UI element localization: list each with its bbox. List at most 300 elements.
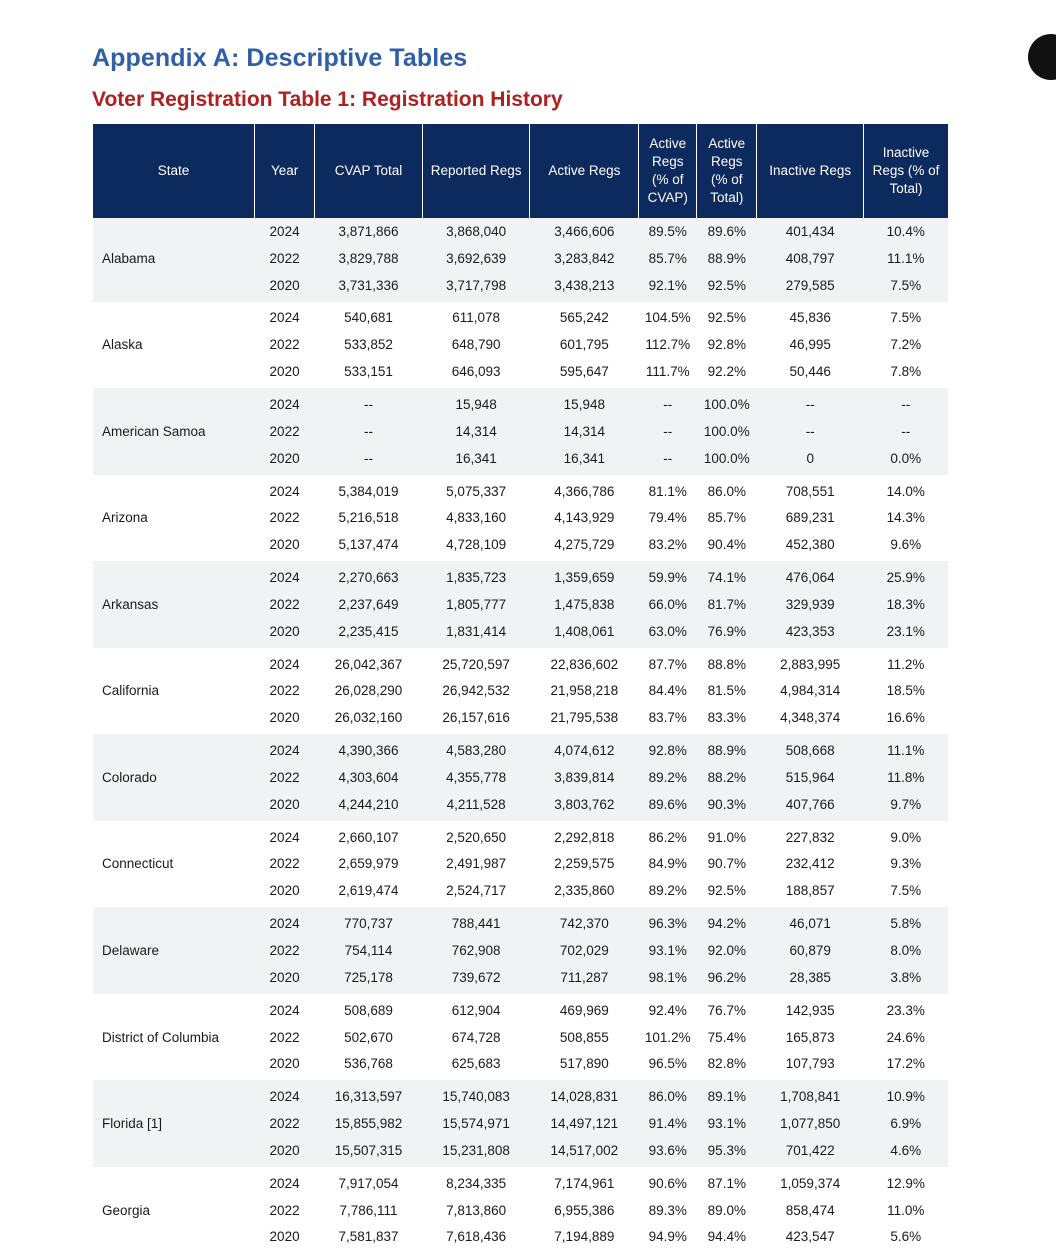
inactive-regs-cell: 46,071 bbox=[757, 907, 864, 937]
active-pct-cvap-cell: 93.6% bbox=[639, 1137, 697, 1167]
cvap-total-cell: 15,855,982 bbox=[315, 1110, 423, 1137]
reported-regs-cell: 646,093 bbox=[451, 364, 501, 380]
active-pct-cvap-cell: 89.2% bbox=[648, 883, 687, 899]
active-regs-cell: 6,955,386 bbox=[554, 1202, 615, 1218]
active-regs-cell: 517,890 bbox=[559, 1056, 609, 1072]
active-regs-cell: 7,174,961 bbox=[554, 1175, 615, 1191]
inactive-regs-cell: 423,547 bbox=[785, 1229, 835, 1245]
year-cell: 2024 bbox=[269, 656, 300, 672]
inactive-pct-total-cell: 11.2% bbox=[887, 656, 925, 672]
active-pct-cvap-cell: 92.1% bbox=[639, 272, 697, 302]
active-pct-total-cell: 100.0% bbox=[697, 445, 757, 475]
state-name-cell bbox=[93, 561, 255, 591]
inactive-pct-total-cell: 9.7% bbox=[864, 791, 949, 821]
inactive-pct-total-cell: 7.5% bbox=[864, 272, 949, 302]
active-pct-cvap-cell: 79.4% bbox=[648, 510, 687, 526]
col-header-inactive-regs: Inactive Regs bbox=[757, 124, 864, 218]
year-cell: 2022 bbox=[255, 764, 315, 791]
reported-regs-cell: 8,234,335 bbox=[446, 1175, 507, 1191]
active-pct-total-cell: 82.8% bbox=[707, 1056, 746, 1072]
inactive-pct-total-cell: 5.6% bbox=[890, 1229, 922, 1245]
active-pct-total-cell: 96.2% bbox=[697, 964, 757, 994]
state-name-cell bbox=[93, 1050, 255, 1080]
cvap-total-cell: 16,313,597 bbox=[315, 1080, 423, 1110]
inactive-regs-cell: 188,857 bbox=[785, 883, 835, 899]
state-name-cell bbox=[93, 475, 255, 505]
active-pct-cvap-cell: 96.5% bbox=[648, 1056, 687, 1072]
registration-history-table bbox=[93, 124, 948, 1250]
inactive-pct-total-cell: 11.1% bbox=[864, 245, 949, 272]
inactive-pct-total-cell: 18.5% bbox=[886, 683, 925, 699]
inactive-pct-total-cell: 17.2% bbox=[886, 1056, 925, 1072]
state-name-cell bbox=[93, 821, 255, 851]
table-row bbox=[93, 1197, 948, 1224]
year-cell: 2020 bbox=[269, 364, 300, 380]
active-pct-total-cell: 87.1% bbox=[707, 1175, 746, 1191]
cvap-total-cell: 4,303,604 bbox=[315, 764, 423, 791]
table-row bbox=[93, 302, 948, 332]
active-regs-cell: 601,795 bbox=[559, 337, 609, 353]
cvap-total-cell: 4,244,210 bbox=[315, 791, 423, 821]
inactive-pct-total-cell: 9.0% bbox=[890, 829, 922, 845]
reported-regs-cell: 15,574,971 bbox=[422, 1110, 530, 1137]
inactive-regs-cell: 1,708,841 bbox=[757, 1080, 864, 1110]
state-name-cell: Alabama bbox=[93, 245, 255, 272]
active-pct-total-cell: 92.5% bbox=[707, 310, 746, 326]
table-row bbox=[93, 388, 948, 418]
state-name-cell bbox=[93, 704, 255, 734]
col-header-cvap-total: CVAP Total bbox=[315, 124, 423, 218]
state-name-cell: Delaware bbox=[93, 937, 255, 964]
table-row bbox=[93, 331, 948, 358]
active-pct-cvap-cell: 94.9% bbox=[648, 1229, 687, 1245]
reported-regs-cell: 16,341 bbox=[422, 445, 530, 475]
inactive-regs-cell: 701,422 bbox=[757, 1137, 864, 1167]
table-row bbox=[93, 245, 948, 272]
inactive-pct-total-cell: 16.6% bbox=[886, 710, 925, 726]
inactive-regs-cell: 408,797 bbox=[757, 245, 864, 272]
active-pct-total-cell: 75.4% bbox=[707, 1029, 746, 1045]
inactive-pct-total-cell: 0.0% bbox=[864, 445, 949, 475]
cvap-total-cell: 26,042,367 bbox=[334, 656, 403, 672]
inactive-regs-cell: 107,793 bbox=[785, 1056, 835, 1072]
active-pct-total-cell: 91.0% bbox=[707, 829, 746, 845]
reported-regs-cell: 1,805,777 bbox=[422, 591, 530, 618]
year-cell: 2020 bbox=[269, 537, 300, 553]
table-row bbox=[93, 531, 948, 561]
cvap-total-cell: 5,384,019 bbox=[338, 483, 399, 499]
active-pct-total-cell: 76.7% bbox=[707, 1002, 746, 1018]
inactive-pct-total-cell: 7.2% bbox=[890, 337, 922, 353]
state-name-cell bbox=[93, 734, 255, 764]
active-regs-cell: 702,029 bbox=[530, 937, 639, 964]
active-pct-total-cell: 89.6% bbox=[697, 218, 757, 245]
reported-regs-cell: 4,355,778 bbox=[422, 764, 530, 791]
inactive-regs-cell: 689,231 bbox=[785, 510, 835, 526]
state-name-cell: American Samoa bbox=[93, 418, 255, 445]
reported-regs-cell: 5,075,337 bbox=[446, 483, 507, 499]
cvap-total-cell: 754,114 bbox=[315, 937, 423, 964]
inactive-pct-total-cell: 23.3% bbox=[886, 1002, 925, 1018]
reported-regs-cell: 3,868,040 bbox=[422, 218, 530, 245]
state-name-cell bbox=[93, 302, 255, 332]
inactive-regs-cell: 476,064 bbox=[757, 561, 864, 591]
cvap-total-cell: 536,768 bbox=[344, 1056, 393, 1072]
inactive-regs-cell: 142,935 bbox=[785, 1002, 835, 1018]
reported-regs-cell: 1,835,723 bbox=[422, 561, 530, 591]
active-pct-cvap-cell: 101.2% bbox=[644, 1029, 691, 1045]
active-pct-total-cell: 76.9% bbox=[697, 618, 757, 648]
active-regs-cell: 3,466,606 bbox=[530, 218, 639, 245]
inactive-regs-cell: 279,585 bbox=[757, 272, 864, 302]
table-row bbox=[93, 851, 948, 878]
table-row bbox=[93, 618, 948, 648]
inactive-pct-total-cell: -- bbox=[864, 418, 949, 445]
cvap-total-cell: 533,151 bbox=[344, 364, 393, 380]
state-name-cell bbox=[93, 877, 255, 907]
cvap-total-cell: 725,178 bbox=[315, 964, 423, 994]
inactive-regs-cell: 423,353 bbox=[757, 618, 864, 648]
cvap-total-cell: 533,852 bbox=[344, 337, 393, 353]
inactive-pct-total-cell: 7.5% bbox=[890, 883, 922, 899]
reported-regs-cell: 4,583,280 bbox=[422, 734, 530, 764]
inactive-regs-cell: 45,836 bbox=[789, 310, 831, 326]
active-pct-total-cell: 85.7% bbox=[707, 510, 746, 526]
cvap-total-cell: -- bbox=[315, 388, 423, 418]
inactive-regs-cell: 46,995 bbox=[789, 337, 831, 353]
reported-regs-cell: 4,211,528 bbox=[422, 791, 530, 821]
state-name-cell: Alaska bbox=[102, 337, 143, 353]
active-regs-cell: 4,074,612 bbox=[530, 734, 639, 764]
active-regs-cell: 4,366,786 bbox=[554, 483, 615, 499]
year-cell: 2022 bbox=[255, 418, 315, 445]
cvap-total-cell: 7,581,837 bbox=[338, 1229, 399, 1245]
active-regs-cell: 1,408,061 bbox=[530, 618, 639, 648]
active-regs-cell: 16,341 bbox=[530, 445, 639, 475]
active-regs-cell: 565,242 bbox=[559, 310, 609, 326]
active-regs-cell: 2,259,575 bbox=[554, 856, 615, 872]
year-cell: 2022 bbox=[269, 683, 300, 699]
active-pct-total-cell: 95.3% bbox=[697, 1137, 757, 1167]
inactive-pct-total-cell: 11.0% bbox=[887, 1202, 925, 1218]
inactive-regs-cell: 708,551 bbox=[785, 483, 835, 499]
active-regs-cell: 2,335,860 bbox=[554, 883, 615, 899]
active-pct-total-cell: 89.0% bbox=[707, 1202, 746, 1218]
active-regs-cell: 1,359,659 bbox=[530, 561, 639, 591]
year-cell: 2024 bbox=[255, 218, 315, 245]
active-pct-total-cell: 89.1% bbox=[697, 1080, 757, 1110]
table-row bbox=[93, 358, 948, 388]
cvap-total-cell: 15,507,315 bbox=[315, 1137, 423, 1167]
inactive-regs-cell: 2,883,995 bbox=[780, 656, 841, 672]
reported-regs-cell: 3,692,639 bbox=[422, 245, 530, 272]
inactive-pct-total-cell: 11.8% bbox=[864, 764, 949, 791]
year-cell: 2020 bbox=[269, 1229, 300, 1245]
active-pct-total-cell: 88.9% bbox=[697, 245, 757, 272]
reported-regs-cell: 788,441 bbox=[422, 907, 530, 937]
inactive-pct-total-cell: 8.0% bbox=[864, 937, 949, 964]
inactive-pct-total-cell: 25.9% bbox=[864, 561, 949, 591]
year-cell: 2024 bbox=[255, 561, 315, 591]
inactive-regs-cell: 60,879 bbox=[757, 937, 864, 964]
active-pct-cvap-cell: 111.7% bbox=[645, 364, 690, 380]
active-regs-cell: 3,283,842 bbox=[530, 245, 639, 272]
active-regs-cell: 14,028,831 bbox=[530, 1080, 639, 1110]
reported-regs-cell: 2,524,717 bbox=[446, 883, 507, 899]
year-cell: 2020 bbox=[269, 883, 300, 899]
active-pct-cvap-cell: 59.9% bbox=[639, 561, 697, 591]
active-regs-cell: 14,314 bbox=[530, 418, 639, 445]
reported-regs-cell: 739,672 bbox=[422, 964, 530, 994]
inactive-pct-total-cell: 14.3% bbox=[886, 510, 925, 526]
cvap-total-cell: 3,871,866 bbox=[315, 218, 423, 245]
inactive-regs-cell: 227,832 bbox=[785, 829, 835, 845]
state-name-cell: Colorado bbox=[93, 764, 255, 791]
year-cell: 2024 bbox=[269, 1002, 300, 1018]
state-name-cell bbox=[93, 791, 255, 821]
table-row bbox=[93, 561, 948, 591]
year-cell: 2022 bbox=[255, 1110, 315, 1137]
inactive-regs-cell: 165,873 bbox=[785, 1029, 835, 1045]
inactive-regs-cell: 401,434 bbox=[757, 218, 864, 245]
active-regs-cell: 3,803,762 bbox=[530, 791, 639, 821]
reported-regs-cell: 4,728,109 bbox=[446, 537, 507, 553]
table-body bbox=[93, 218, 948, 1250]
active-pct-cvap-cell: 96.3% bbox=[639, 907, 697, 937]
table-row bbox=[93, 1024, 948, 1051]
inactive-pct-total-cell: 12.9% bbox=[886, 1175, 925, 1191]
state-name-cell: District of Columbia bbox=[102, 1029, 220, 1045]
active-pct-cvap-cell: 86.0% bbox=[639, 1080, 697, 1110]
inactive-regs-cell: 1,059,374 bbox=[780, 1175, 841, 1191]
year-cell: 2020 bbox=[269, 710, 300, 726]
inactive-regs-cell: 858,474 bbox=[785, 1202, 835, 1218]
appendix-title: Appendix A: Descriptive Tables bbox=[92, 44, 468, 72]
active-pct-cvap-cell: 89.5% bbox=[639, 218, 697, 245]
active-pct-cvap-cell: 90.6% bbox=[648, 1175, 687, 1191]
cvap-total-cell: 7,917,054 bbox=[338, 1175, 399, 1191]
cvap-total-cell: 502,670 bbox=[344, 1029, 393, 1045]
inactive-regs-cell: -- bbox=[757, 418, 864, 445]
state-name-cell bbox=[93, 358, 255, 388]
inactive-pct-total-cell: 18.3% bbox=[864, 591, 949, 618]
year-cell: 2022 bbox=[269, 1029, 300, 1045]
table-row bbox=[93, 1167, 948, 1197]
table-row bbox=[93, 1080, 948, 1110]
reported-regs-cell: 26,942,532 bbox=[442, 683, 510, 699]
reported-regs-cell: 14,314 bbox=[422, 418, 530, 445]
year-cell: 2020 bbox=[255, 272, 315, 302]
table-row bbox=[93, 877, 948, 907]
year-cell: 2020 bbox=[255, 445, 315, 475]
state-name-cell bbox=[93, 1167, 255, 1197]
table-row bbox=[93, 504, 948, 531]
active-regs-cell: 508,855 bbox=[559, 1029, 609, 1045]
table-row bbox=[93, 1137, 948, 1167]
state-name-cell bbox=[93, 994, 255, 1024]
col-header-active-pct-cvap: Active Regs (% of CVAP) bbox=[639, 124, 697, 218]
table-title: Voter Registration Table 1: Registration History bbox=[92, 88, 563, 111]
active-pct-total-cell: 100.0% bbox=[697, 388, 757, 418]
cvap-total-cell: 508,689 bbox=[344, 1002, 393, 1018]
inactive-regs-cell: 407,766 bbox=[757, 791, 864, 821]
reported-regs-cell: 2,491,987 bbox=[446, 856, 507, 872]
active-regs-cell: 14,517,002 bbox=[530, 1137, 639, 1167]
active-pct-cvap-cell: 66.0% bbox=[639, 591, 697, 618]
cvap-total-cell: 2,659,979 bbox=[338, 856, 399, 872]
table-row bbox=[93, 591, 948, 618]
inactive-regs-cell: -- bbox=[757, 388, 864, 418]
table-row bbox=[93, 994, 948, 1024]
cvap-total-cell: 2,237,649 bbox=[315, 591, 423, 618]
active-pct-cvap-cell: -- bbox=[639, 445, 697, 475]
inactive-regs-cell: 1,077,850 bbox=[757, 1110, 864, 1137]
cvap-total-cell: 3,829,788 bbox=[315, 245, 423, 272]
active-regs-cell: 3,438,213 bbox=[530, 272, 639, 302]
active-pct-total-cell: 88.2% bbox=[697, 764, 757, 791]
active-regs-cell: 21,958,218 bbox=[550, 683, 619, 699]
active-pct-total-cell: 81.7% bbox=[697, 591, 757, 618]
inactive-regs-cell: 232,412 bbox=[785, 856, 835, 872]
year-cell: 2020 bbox=[255, 1137, 315, 1167]
state-name-cell: Arizona bbox=[102, 510, 148, 526]
active-pct-cvap-cell: 89.2% bbox=[639, 764, 697, 791]
active-regs-cell: 22,836,602 bbox=[550, 656, 619, 672]
state-name-cell: Florida [1] bbox=[93, 1110, 255, 1137]
active-regs-cell: 469,969 bbox=[559, 1002, 609, 1018]
active-pct-total-cell: 88.9% bbox=[697, 734, 757, 764]
state-name-cell bbox=[93, 272, 255, 302]
year-cell: 2024 bbox=[269, 1175, 300, 1191]
active-pct-total-cell: 83.3% bbox=[707, 710, 746, 726]
inactive-pct-total-cell: 7.5% bbox=[890, 310, 922, 326]
inactive-pct-total-cell: 9.6% bbox=[890, 537, 922, 553]
active-pct-total-cell: 92.2% bbox=[707, 364, 746, 380]
active-pct-total-cell: 90.3% bbox=[697, 791, 757, 821]
col-header-reported-regs: Reported Regs bbox=[422, 124, 530, 218]
cvap-total-cell: -- bbox=[315, 445, 423, 475]
reported-regs-cell: 15,231,808 bbox=[422, 1137, 530, 1167]
year-cell: 2022 bbox=[269, 1202, 300, 1218]
reported-regs-cell: 26,157,616 bbox=[442, 710, 510, 726]
active-pct-cvap-cell: 63.0% bbox=[639, 618, 697, 648]
active-pct-cvap-cell: 92.8% bbox=[639, 734, 697, 764]
state-name-cell bbox=[93, 1137, 255, 1167]
year-cell: 2024 bbox=[255, 734, 315, 764]
active-pct-total-cell: 81.5% bbox=[707, 683, 746, 699]
reported-regs-cell: 648,790 bbox=[451, 337, 501, 353]
reported-regs-cell: 3,717,798 bbox=[422, 272, 530, 302]
active-regs-cell: 711,287 bbox=[530, 964, 639, 994]
active-pct-total-cell: 92.8% bbox=[707, 337, 746, 353]
active-pct-total-cell: 92.0% bbox=[697, 937, 757, 964]
table-row bbox=[93, 1110, 948, 1137]
col-header-active-pct-total: Active Regs (% of Total) bbox=[697, 124, 757, 218]
active-pct-cvap-cell: 104.5% bbox=[644, 310, 691, 326]
table-row bbox=[93, 937, 948, 964]
reported-regs-cell: 7,618,436 bbox=[446, 1229, 507, 1245]
year-cell: 2022 bbox=[255, 245, 315, 272]
state-name-cell bbox=[93, 618, 255, 648]
cvap-total-cell: 5,137,474 bbox=[338, 537, 399, 553]
active-pct-total-cell: 74.1% bbox=[697, 561, 757, 591]
table-row bbox=[93, 418, 948, 445]
table-row bbox=[93, 907, 948, 937]
inactive-pct-total-cell: 14.0% bbox=[886, 483, 925, 499]
table-row bbox=[93, 734, 948, 764]
reported-regs-cell: 7,813,860 bbox=[446, 1202, 507, 1218]
inactive-pct-total-cell: 10.9% bbox=[864, 1080, 949, 1110]
reported-regs-cell: 25,720,597 bbox=[442, 656, 510, 672]
table-row bbox=[93, 704, 948, 734]
cvap-total-cell: 2,619,474 bbox=[338, 883, 399, 899]
state-name-cell bbox=[93, 1080, 255, 1110]
cvap-total-cell: 26,032,160 bbox=[334, 710, 403, 726]
edge-circle-icon bbox=[1028, 34, 1056, 80]
inactive-pct-total-cell: 6.9% bbox=[864, 1110, 949, 1137]
inactive-regs-cell: 4,348,374 bbox=[780, 710, 841, 726]
active-regs-cell: 14,497,121 bbox=[530, 1110, 639, 1137]
reported-regs-cell: 15,740,083 bbox=[422, 1080, 530, 1110]
inactive-regs-cell: 508,668 bbox=[757, 734, 864, 764]
col-header-year: Year bbox=[255, 124, 315, 218]
active-regs-cell: 1,475,838 bbox=[530, 591, 639, 618]
active-pct-cvap-cell: 87.7% bbox=[648, 656, 687, 672]
year-cell: 2024 bbox=[269, 829, 300, 845]
state-name-cell bbox=[93, 907, 255, 937]
inactive-pct-total-cell: 10.4% bbox=[864, 218, 949, 245]
state-name-cell bbox=[93, 1224, 255, 1250]
active-pct-total-cell: 92.5% bbox=[697, 272, 757, 302]
col-header-active-regs: Active Regs bbox=[530, 124, 639, 218]
table-row bbox=[93, 821, 948, 851]
active-regs-cell: 4,275,729 bbox=[554, 537, 615, 553]
year-cell: 2020 bbox=[255, 964, 315, 994]
active-pct-cvap-cell: 81.1% bbox=[648, 483, 687, 499]
reported-regs-cell: 1,831,414 bbox=[422, 618, 530, 648]
reported-regs-cell: 4,833,160 bbox=[446, 510, 507, 526]
active-pct-total-cell: 94.4% bbox=[707, 1229, 746, 1245]
year-cell: 2024 bbox=[255, 907, 315, 937]
active-pct-cvap-cell: 86.2% bbox=[648, 829, 687, 845]
inactive-pct-total-cell: 5.8% bbox=[864, 907, 949, 937]
table-row bbox=[93, 791, 948, 821]
active-pct-total-cell: 92.5% bbox=[707, 883, 746, 899]
year-cell: 2022 bbox=[255, 591, 315, 618]
cvap-total-cell: 770,737 bbox=[315, 907, 423, 937]
active-regs-cell: 2,292,818 bbox=[554, 829, 615, 845]
active-pct-cvap-cell: 98.1% bbox=[639, 964, 697, 994]
active-pct-cvap-cell: 85.7% bbox=[639, 245, 697, 272]
inactive-pct-total-cell: 7.8% bbox=[890, 364, 922, 380]
cvap-total-cell: 2,235,415 bbox=[315, 618, 423, 648]
state-name-cell bbox=[93, 445, 255, 475]
table-row bbox=[93, 648, 948, 678]
cvap-total-cell: 3,731,336 bbox=[315, 272, 423, 302]
active-pct-cvap-cell: 91.4% bbox=[639, 1110, 697, 1137]
year-cell: 2022 bbox=[269, 337, 300, 353]
inactive-pct-total-cell: -- bbox=[864, 388, 949, 418]
state-name-cell: California bbox=[102, 683, 160, 699]
year-cell: 2024 bbox=[255, 1080, 315, 1110]
reported-regs-cell: 611,078 bbox=[452, 310, 501, 326]
active-pct-cvap-cell: 84.9% bbox=[648, 856, 687, 872]
cvap-total-cell: 5,216,518 bbox=[338, 510, 399, 526]
active-regs-cell: 21,795,538 bbox=[550, 710, 619, 726]
year-cell: 2022 bbox=[269, 856, 300, 872]
active-regs-cell: 15,948 bbox=[530, 388, 639, 418]
state-name-cell bbox=[93, 964, 255, 994]
